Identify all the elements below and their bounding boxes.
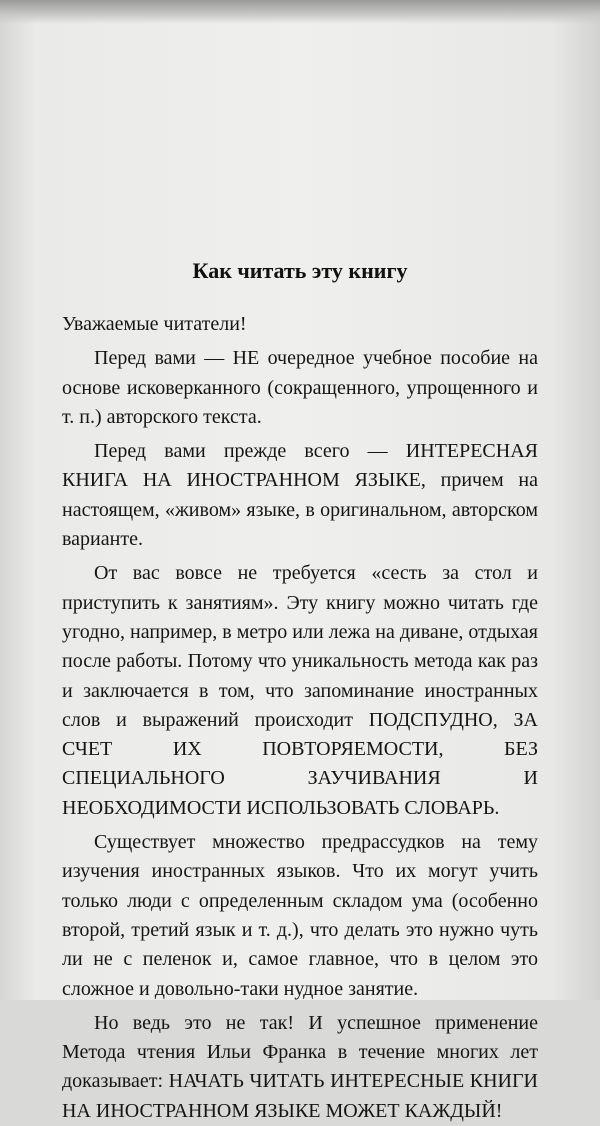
paragraph: Существует множество предрассудков на тему изучения иностранных языков. Что их могут учить только люди с определенным складом ума (особенно второй, третий язык и т. д.), что делать это нужно чуть ли не с пеленок и, самое главное, что в целом это сложное и довольно-таки нудное занятие. [62, 831, 538, 1000]
greeting-paragraph: Уважаемые читатели! [62, 313, 247, 335]
paragraph: Но ведь это не так! И успешное применение Метода чтения Ильи Франка в течение многих лет доказывает: НАЧАТЬ ЧИТАТЬ ИНТЕРЕСНЫЕ КНИГИ НА ИНОСТРАННОМ ЯЗЫКЕ МОЖЕТ КАЖДЫЙ! [62, 1011, 538, 1122]
page-title: Как читать эту книгу [192, 258, 408, 283]
body-text [62, 310, 538, 1126]
paragraph: Перед вами прежде всего — ИНТЕРЕСНАЯ КНИГА НА ИНОСТРАННОМ ЯЗЫКЕ, причем на настоящем, «живом» языке, в оригинальном, авторском варианте. [62, 440, 538, 551]
paragraph: Перед вами — НЕ очередное учебное пособие на основе исковерканного (сокращенного, упрощенного и т. п.) авторского текста. [62, 347, 538, 428]
paragraph: От вас вовсе не требуется «сесть за стол и приступить к занятиям». Эту книгу можно читать где угодно, например, в метро или лежа на диване, отдыхая после работы. Потому что уникальность метода как раз и заключается в том, что запоминание иностранных слов и выражений происходит ПОДСПУДНО, ЗА СЧЕТ ИХ ПОВТОРЯЕМОСТИ, БЕЗ СПЕЦИАЛЬНОГО ЗАУЧИВАНИЯ И НЕОБХОДИМОСТИ ИСПОЛЬЗОВАТЬ СЛОВАРЬ. [62, 562, 538, 819]
page-top-shadow [0, 0, 600, 24]
